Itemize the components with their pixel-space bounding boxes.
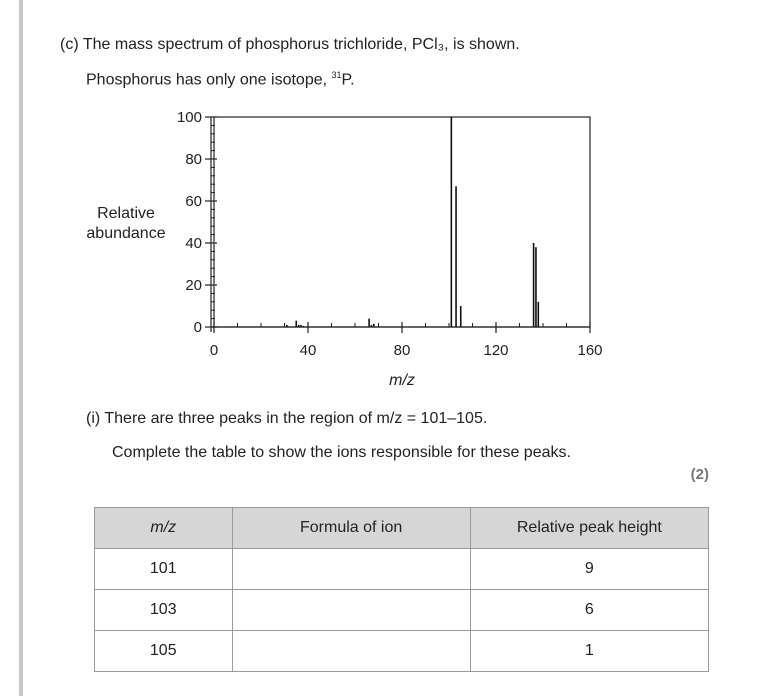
cell-height: 9	[470, 549, 708, 590]
x-tick-label: 160	[577, 342, 603, 359]
subpart-line2: Complete the table to show the ions responsible for these peaks.	[112, 444, 571, 461]
cell-mz: 101	[95, 549, 233, 590]
table-header-row	[95, 508, 709, 549]
header-mz: m/z	[95, 508, 233, 549]
answer-table	[94, 507, 709, 672]
table-row	[95, 631, 709, 672]
marks-badge: (2)	[690, 466, 709, 483]
x-tick-label: 120	[483, 342, 509, 359]
table-row	[95, 549, 709, 590]
cell-formula-input[interactable]	[232, 631, 470, 672]
cell-formula-input[interactable]	[232, 549, 470, 590]
isotope-symbol: P.	[341, 71, 355, 89]
x-axis-title: m/z	[389, 372, 415, 389]
spectrum-peaks	[287, 117, 538, 327]
cell-formula-input[interactable]	[232, 590, 470, 631]
isotope-prefix: Phosphorus has only one isotope,	[86, 71, 332, 89]
y-tick-label: 40	[185, 235, 202, 252]
isotope-mass: 31	[331, 70, 342, 80]
header-height: Relative peak height	[470, 508, 708, 549]
y-tick-label: 80	[185, 151, 202, 168]
y-tick-label: 20	[185, 277, 202, 294]
cell-mz: 103	[95, 590, 233, 631]
header-formula: Formula of ion	[232, 508, 470, 549]
x-tick-label: 40	[299, 342, 317, 359]
table-row	[95, 590, 709, 631]
y-tick-label: 100	[176, 109, 202, 126]
cell-height: 1	[470, 631, 708, 672]
cell-mz: 105	[95, 631, 233, 672]
subpart-line1	[86, 410, 487, 428]
subpart-text1: There are three peaks in the region of m/z = 101–105.	[104, 410, 488, 427]
part-label: (c)	[60, 36, 79, 53]
intro-text: The mass spectrum of phosphorus trichloride, PCl₃, is shown.	[82, 36, 520, 53]
x-tick-label: 80	[393, 342, 411, 359]
x-tick-label: 0	[209, 342, 219, 359]
subpart-label: (i)	[86, 410, 101, 427]
cell-height: 6	[470, 590, 708, 631]
y-tick-label: 60	[185, 193, 202, 210]
y-tick-label: 0	[193, 319, 202, 336]
y-axis-label: Relative abundance	[86, 205, 166, 242]
